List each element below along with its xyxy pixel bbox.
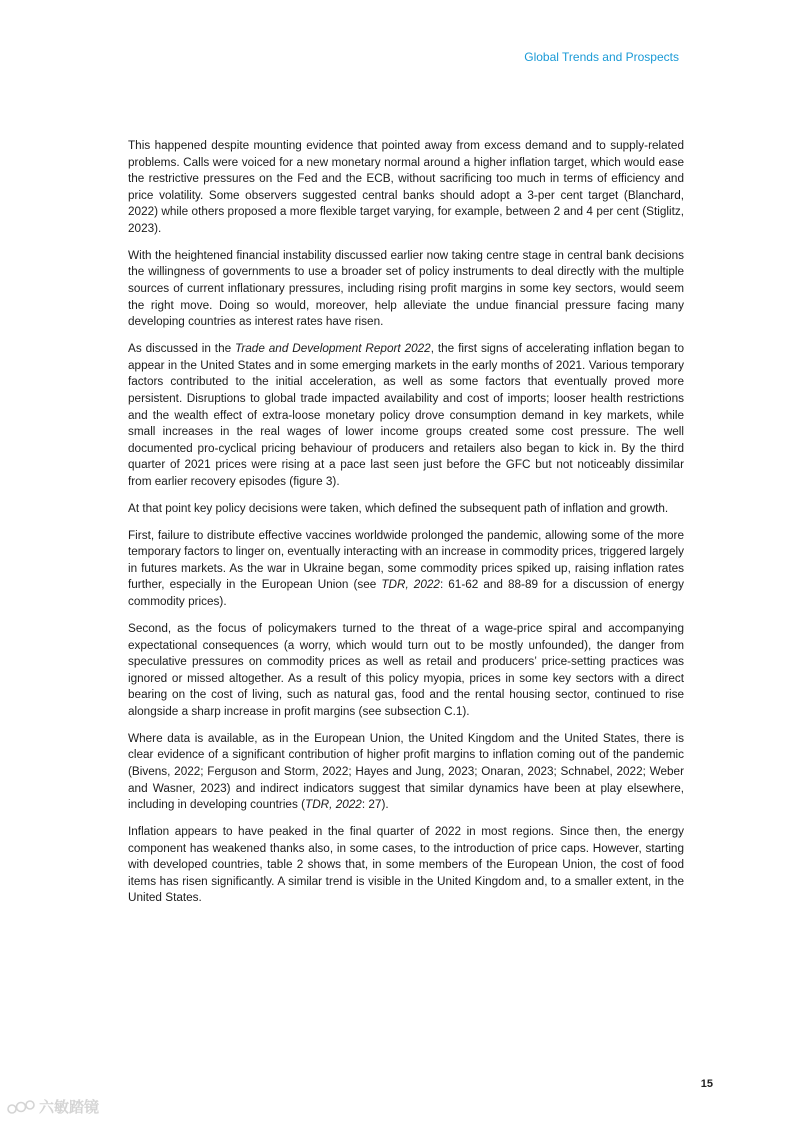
text-run: With the heightened financial instability discussed earlier now taking centre stage in central bank decisions the willingness of governments to use a broader set of policy instruments to deal directly with the multiple sources of current inflationary pressures, including rising profit margins in some key sectors, would seem the right move. Doing so would, moreover, help alleviate the undue financial pressure facing many developing countries as interest rates have risen.	[128, 248, 684, 329]
text-run: This happened despite mounting evidence that pointed away from excess demand and to supply-related problems. Calls were voiced for a new monetary normal around a higher inflation target, which would ease the restrictive pressures on the Fed and the ECB, without sacrificing too much in terms of efficiency and price volatility. Some observers suggested central banks should adopt a 3-per cent target (Blanchard, 2022) while others proposed a more flexible target varying, for example, between 2 and 4 per cent (Stiglitz, 2023).	[128, 139, 684, 235]
text-run: Inflation appears to have peaked in the final quarter of 2022 in most regions. Since then, the energy component has weakened thanks also, in some cases, to the introduction of price caps. However, starting with developed countries, table 2 shows that, in some members of the European Union, the cost of food items has risen significantly. A similar trend is visible in the United Kingdom and, to a smaller extent, in the United States.	[128, 825, 684, 905]
page-number: 15	[700, 1078, 713, 1090]
text-run: First, failure to distribute effective vaccines worldwide prolonged the pandemic, allowing some of the more temporary factors to linger on, eventually interacting with an increase in commodity prices, triggered largely in futures markets. As the war in Ukraine began, some commodity prices spiked up, raising inflation rates further, especially in the European Union (see	[128, 528, 684, 592]
paragraph	[128, 824, 684, 907]
paragraph	[128, 248, 684, 331]
citation-italic: Trade and Development Report 2022	[235, 342, 431, 356]
text-run: , the first signs of accelerating inflation began to appear in the United States and in some emerging markets in the early months of 2021. Various temporary factors contributed to the initial acceleration, as well as some factors that eventually proved more persistent. Disruptions to global trade impacted availability and cost of imports; looser health restrictions and the wealth effect of extra-loose monetary policy drove consumption demand in key markets, while small increases in the real wages of lower income groups created some cost pressure. The well documented pro-cyclical pricing behaviour of producers and retailers also began to kick in. By the third quarter of 2021 prices were rising at a pace last seen just before the GFC but not noticeably dissimilar from earlier recovery episodes (figure 3).	[128, 342, 685, 488]
paragraph	[128, 731, 684, 814]
citation-italic: TDR, 2022	[305, 798, 362, 812]
watermark	[6, 1096, 99, 1117]
running-header-title: Global Trends and Prospects	[524, 50, 679, 64]
citation-italic: TDR, 2022	[381, 578, 440, 592]
paragraph	[128, 341, 684, 490]
paragraph	[128, 621, 684, 721]
text-run: : 27).	[361, 798, 389, 812]
text-run: Second, as the focus of policymakers turned to the threat of a wage-price spiral and accompanying expectational consequences (a worry, which would turn out to be mostly unfounded), the danger from speculative pressures on commodity prices as well as retail and producers’ price-setting practices was ignored or missed altogether. As a result of this policy myopia, prices in some key sectors with a direct bearing on the cost of living, such as natural gas, food and the rental housing sector, continued to rise alongside a sharp increase in profit margins (see subsection C.1).	[128, 621, 684, 718]
paragraph	[128, 528, 684, 611]
paragraph	[128, 138, 684, 238]
text-run: At that point key policy decisions were taken, which defined the subsequent path of inflation and growth.	[128, 501, 669, 515]
text-run: : 61-62 and 88-89 for a discussion of energy commodity prices).	[128, 578, 684, 609]
text-run: Where data is available, as in the European Union, the United Kingdom and the United States, there is clear evidence of a significant contribution of higher profit margins to inflation coming out of the pandemic (Bivens, 2022; Ferguson and Storm, 2022; Hayes and Jung, 2023; Onaran, 2023; Schnabel, 2022; Weber and Wasner, 2023) and indirect indicators suggest that similar dynamics have been at play elsewhere, including in developing countries (	[128, 731, 684, 812]
paragraph	[128, 501, 684, 518]
watermark-text: 六敏踏镜	[39, 1099, 100, 1116]
watermark-logo-icon	[6, 1097, 36, 1117]
body-text	[128, 138, 684, 917]
text-run: As discussed in the	[128, 342, 236, 356]
